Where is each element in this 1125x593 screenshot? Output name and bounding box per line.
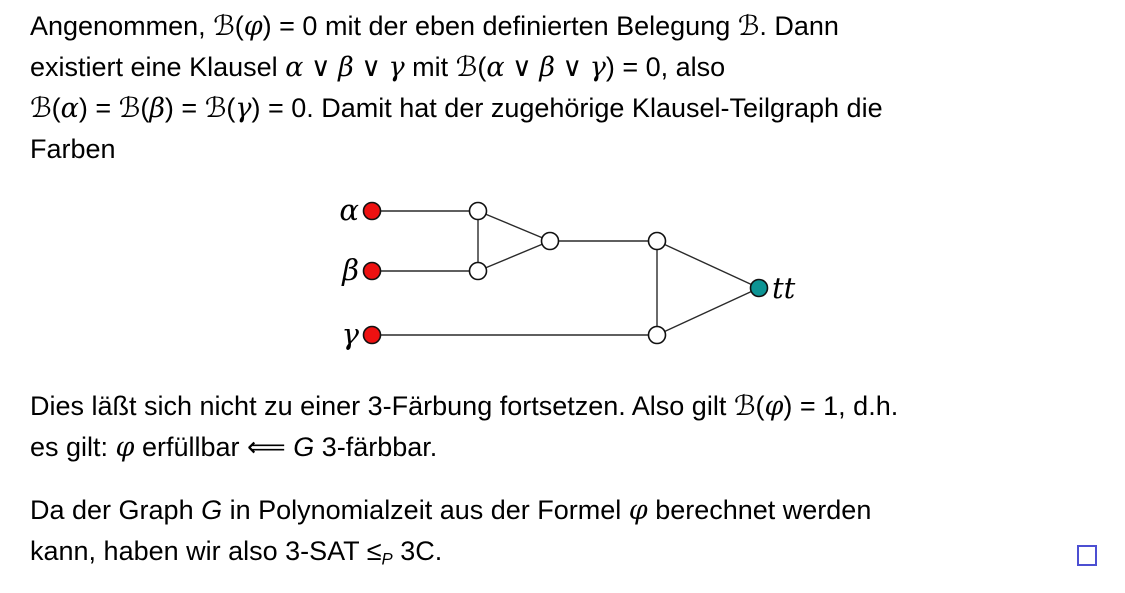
text-segment: ( xyxy=(140,93,150,123)
text-segment: ℬ xyxy=(737,10,760,42)
text-segment: Dies läßt sich nicht zu einer 3-Färbung fortsetzen. Also gilt xyxy=(30,391,734,421)
text-segment: ℬ xyxy=(118,92,141,124)
text-segment: φ xyxy=(243,11,263,42)
text-segment: G xyxy=(293,432,315,462)
text-segment: Farben xyxy=(30,134,116,164)
text-segment: α xyxy=(60,93,79,124)
text-segment: P xyxy=(381,549,393,569)
text-line xyxy=(30,386,1115,427)
text-segment: es gilt: xyxy=(30,432,116,462)
text-segment: existiert eine Klausel xyxy=(30,52,286,82)
text-segment: ℬ xyxy=(733,390,756,422)
qed-box xyxy=(1077,545,1097,566)
text-segment: ( xyxy=(226,93,236,123)
text-line xyxy=(30,88,1115,129)
text-segment: ( xyxy=(477,52,487,82)
text-segment: β xyxy=(539,52,555,83)
text-line xyxy=(30,531,1115,580)
text-segment: erfüllbar ⟸ xyxy=(134,432,294,462)
text-line xyxy=(30,6,1115,47)
text-segment: β xyxy=(149,93,165,124)
clause-subgraph-diagram xyxy=(330,180,840,360)
text-segment: γ xyxy=(388,52,405,83)
graph-node-h2 xyxy=(470,263,487,280)
text-segment: φ xyxy=(628,495,648,526)
text-segment: ∨ xyxy=(303,52,339,82)
graph-edge-h5-tt xyxy=(657,288,759,335)
text-segment: φ xyxy=(764,391,784,422)
text-segment: ℬ xyxy=(204,92,227,124)
graph-node-h1 xyxy=(470,203,487,220)
text-segment: ∨ xyxy=(504,52,540,82)
text-segment: ∨ xyxy=(554,52,590,82)
text-segment: γ xyxy=(235,93,252,124)
text-segment: ( xyxy=(234,11,244,41)
graph-node-label-alpha: α xyxy=(339,193,359,227)
graph-edge-h1-h3 xyxy=(478,211,550,241)
text-segment: ℬ xyxy=(213,10,235,42)
text-line xyxy=(30,490,1115,531)
paragraph-conclusion xyxy=(30,386,1115,468)
text-segment: ( xyxy=(51,93,61,123)
text-line xyxy=(30,427,1115,468)
text-segment: Da der Graph xyxy=(30,495,202,525)
graph-node-h4 xyxy=(649,233,666,250)
text-segment: ) = 0. Damit hat der zugehörige Klausel-Teilgraph die xyxy=(251,93,883,123)
graph-node-label-gamma: γ xyxy=(341,317,359,351)
text-line xyxy=(30,129,1115,169)
text-segment: mit xyxy=(404,52,456,82)
text-segment: β xyxy=(338,52,354,83)
text-segment: α xyxy=(486,52,505,83)
text-segment: ℬ xyxy=(455,51,478,83)
text-segment: kann, haben wir also 3-SAT xyxy=(30,536,367,566)
paragraph-polynomial-reduction xyxy=(30,490,1115,580)
text-segment: ℬ xyxy=(30,92,52,124)
text-segment: ) = xyxy=(78,93,119,123)
graph-node-label-tt: tt xyxy=(772,271,796,305)
graph-node-label-beta: β xyxy=(342,253,359,287)
text-segment: in Polynomialzeit aus der Formel xyxy=(222,495,629,525)
text-segment: . Dann xyxy=(759,11,839,41)
text-line xyxy=(30,47,1115,88)
text-segment: ≤ xyxy=(366,536,382,566)
text-segment: berechnet werden xyxy=(647,495,872,525)
text-segment: ) = xyxy=(164,93,205,123)
graph-node-h5 xyxy=(649,327,666,344)
graph-edge-h4-tt xyxy=(657,241,759,288)
graph-node-alpha xyxy=(364,203,381,220)
graph-node-tt xyxy=(751,280,768,297)
graph-edge-h2-h3 xyxy=(478,241,550,271)
graph-node-h3 xyxy=(542,233,559,250)
text-segment: γ xyxy=(589,52,606,83)
text-segment: Angenommen, xyxy=(30,11,214,41)
graph-node-beta xyxy=(364,263,381,280)
text-segment: 3C. xyxy=(392,536,443,566)
graph-node-gamma xyxy=(364,327,381,344)
paragraph-assumption xyxy=(30,6,1115,169)
text-segment: G xyxy=(201,495,223,525)
text-segment: ∨ xyxy=(353,52,389,82)
text-segment: ) = 0, also xyxy=(605,52,726,82)
text-segment: ) = 0 mit der eben definierten Belegung xyxy=(262,11,738,41)
text-segment: φ xyxy=(115,432,135,463)
text-segment: α xyxy=(285,52,304,83)
text-segment: ( xyxy=(755,391,765,421)
text-segment: 3-färbbar. xyxy=(314,432,438,462)
text-segment: ) = 1, d.h. xyxy=(783,391,899,421)
